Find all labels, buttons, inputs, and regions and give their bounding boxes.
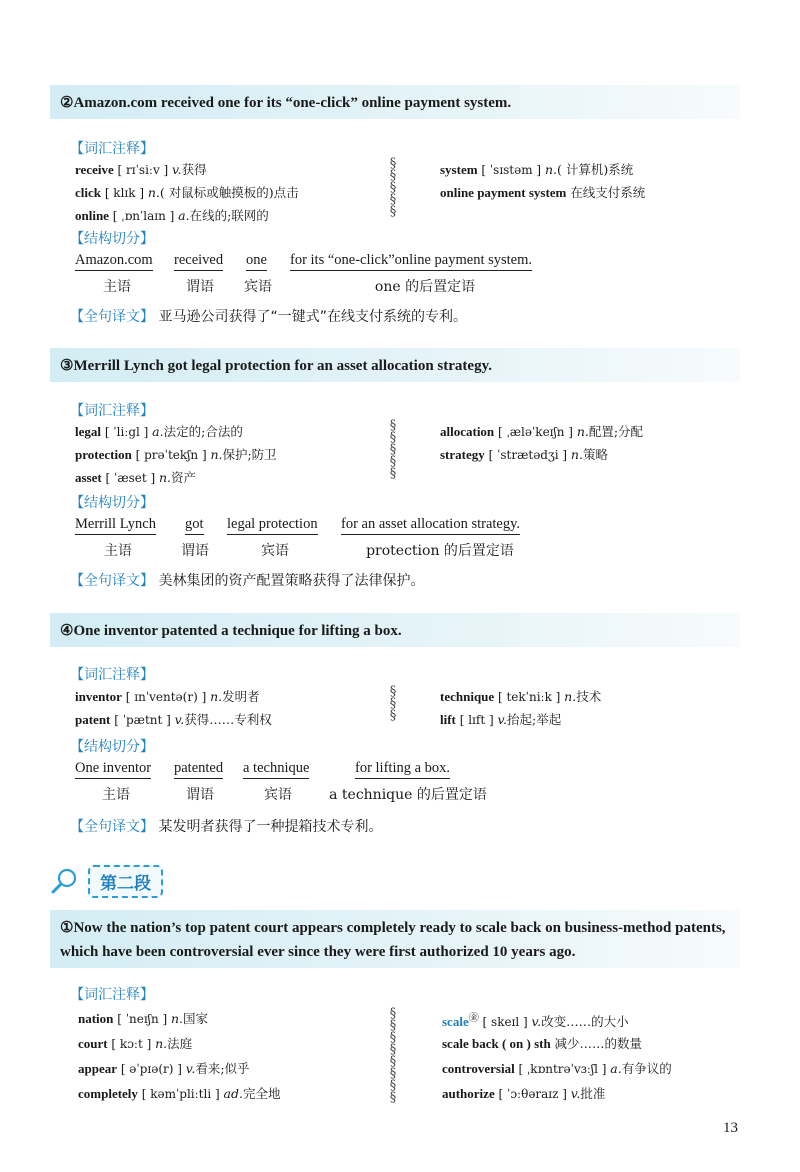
vocab-item: receive [ rɪˈsiːv ] v.获得: [75, 162, 207, 177]
vocab-item: protection [ prəˈtekʃn ] n.保护;防卫: [75, 447, 277, 462]
segment: One inventor: [75, 760, 151, 779]
section-title: 第二段: [88, 865, 163, 898]
sentence-heading: ②Amazon.com received one for its “one-click” online payment system.: [50, 85, 740, 119]
vocab-item: authorize [ ˈɔːθəraɪz ] v.批准: [442, 1086, 606, 1101]
segment-role: 主语: [102, 787, 130, 803]
vocab-item: legal [ ˈliːgl ] a.法定的;合法的: [75, 424, 243, 439]
column-divider: § § § § §: [389, 156, 397, 219]
section-header: [50, 866, 163, 896]
vocab-item: asset [ ˈæset ] n.资产: [75, 470, 197, 485]
segment-role: 谓语: [181, 543, 209, 559]
segment: for an asset allocation strategy.: [341, 516, 520, 535]
segment: for lifting a box.: [355, 760, 450, 779]
vocab-item: technique [ tekˈniːk ] n.技术: [440, 689, 602, 704]
frequency-badge: ㊎: [468, 1013, 479, 1024]
vocab-item: completely [ kəmˈpliːtli ] ad.完全地: [78, 1086, 281, 1101]
sentence-heading: ④One inventor patented a technique for lifting a box.: [50, 613, 740, 647]
page-number: 13: [723, 1120, 738, 1136]
column-divider: § § § § § § § §: [389, 1006, 397, 1105]
vocab-label: 【词汇注释】: [70, 141, 154, 157]
vocab-item: lift [ lɪft ] v.抬起;举起: [440, 712, 562, 727]
vocab-label: 【词汇注释】: [70, 987, 154, 1003]
segment-role: 主语: [103, 279, 131, 295]
segment-role: 谓语: [186, 787, 214, 803]
segment: one: [246, 252, 267, 271]
segment: Merrill Lynch: [75, 516, 156, 535]
vocab-item: appear [ əˈpɪə(r) ] v.看来;似乎: [78, 1061, 250, 1076]
structure-label: 【结构切分】: [70, 739, 154, 755]
segment-role: a technique 的后置定语: [329, 787, 487, 803]
magnifier-icon: [50, 866, 80, 896]
sentence-heading: ①Now the nation’s top patent court appears completely ready to scale back on business-method patents, which have been controversial ever since they were first authorized 10 years ago.: [50, 910, 740, 968]
sentence-heading: ③Merrill Lynch got legal protection for an asset allocation strategy.: [50, 348, 740, 382]
translation: 【全句译文】 美林集团的资产配置策略获得了法律保护。: [70, 573, 425, 589]
vocab-item: patent [ ˈpætnt ] v.获得……专利权: [75, 712, 272, 727]
segment-role: one 的后置定语: [374, 279, 476, 295]
translation: 【全句译文】 某发明者获得了一种提箱技术专利。: [70, 819, 383, 835]
segment: patented: [174, 760, 223, 779]
structure-label: 【结构切分】: [70, 495, 154, 511]
vocab-item: allocation [ ˌæləˈkeɪʃn ] n.配置;分配: [440, 424, 644, 439]
segment: Amazon.com: [75, 252, 153, 271]
column-divider: § § §: [389, 684, 397, 723]
segment-role: 谓语: [186, 279, 214, 295]
segment: a technique: [243, 760, 309, 779]
vocab-item: online [ ˌɒnˈlaɪn ] a.在线的;联网的: [75, 208, 269, 223]
segment: got: [185, 516, 204, 535]
segment: legal protection: [227, 516, 318, 535]
segment: received: [174, 252, 223, 271]
structure-label: 【结构切分】: [70, 231, 154, 247]
vocab-item: controversial [ ˌkɒntrəˈvɜːʃl ] a.有争议的: [442, 1061, 672, 1076]
vocab-item: strategy [ ˈstrætədʒi ] n.策略: [440, 447, 608, 462]
segment-role: 宾语: [261, 543, 289, 559]
segment: for its “one-click”online payment system.: [290, 252, 532, 271]
vocab-item: court [ kɔːt ] n.法庭: [78, 1036, 193, 1051]
segment-role: 宾语: [264, 787, 292, 803]
segment-role: 宾语: [244, 279, 272, 295]
vocab-item: online payment system 在线支付系统: [440, 185, 646, 200]
segment-role: 主语: [104, 543, 132, 559]
vocab-item: inventor [ ɪnˈventə(r) ] n.发明者: [75, 689, 260, 704]
vocab-item: scale back ( on ) sth 减少……的数量: [442, 1036, 643, 1051]
vocab-item: nation [ ˈneɪʃn ] n.国家: [78, 1011, 209, 1026]
vocab-item: click [ klɪk ] n.( 对鼠标或触摸板的)点击: [75, 185, 299, 200]
vocab-item: system [ ˈsɪstəm ] n.( 计算机)系统: [440, 162, 634, 177]
vocab-label: 【词汇注释】: [70, 667, 154, 683]
vocab-item: scale㊎ [ skeɪl ] v.改变……的大小: [442, 1013, 629, 1030]
column-divider: § § § § §: [389, 418, 397, 481]
translation: 【全句译文】 亚马逊公司获得了“一键式”在线支付系统的专利。: [70, 309, 467, 325]
segment-role: protection 的后置定语: [366, 543, 514, 559]
vocab-label: 【词汇注释】: [70, 403, 154, 419]
